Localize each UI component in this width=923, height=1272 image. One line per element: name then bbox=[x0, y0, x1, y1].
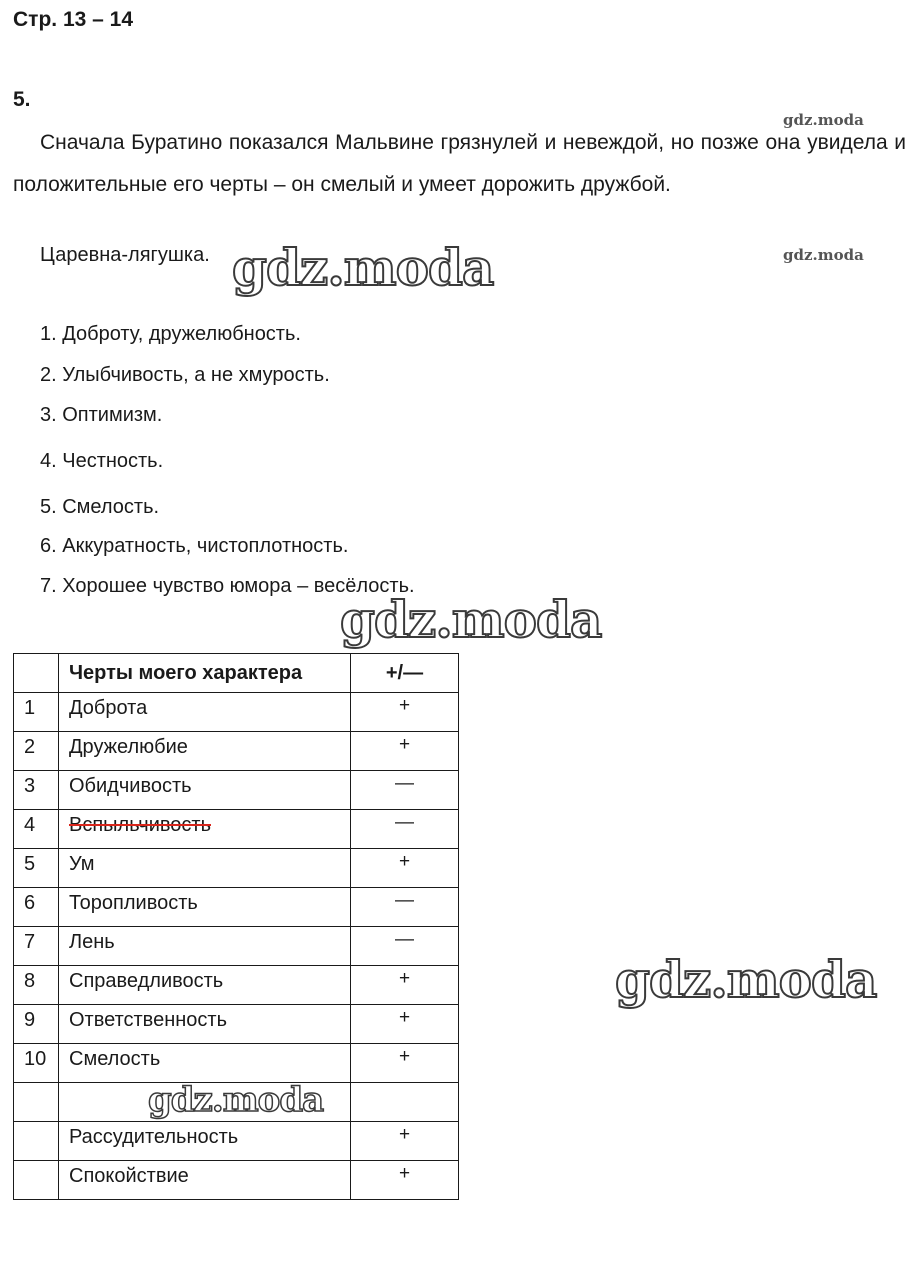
table-row bbox=[14, 1044, 459, 1083]
struck-trait-text: Вспыльчивость bbox=[69, 814, 211, 836]
header-mark: +/— bbox=[351, 654, 459, 693]
row-mark: + bbox=[351, 966, 459, 1005]
row-mark: + bbox=[351, 1122, 459, 1161]
list-item: 5. Смелость. bbox=[40, 496, 160, 518]
row-trait: Лень bbox=[59, 927, 351, 966]
watermark-logo: gdz.moda bbox=[615, 950, 877, 1009]
row-number: 1 bbox=[14, 693, 59, 732]
row-trait: Ум bbox=[59, 849, 351, 888]
watermark-small: gdz.moda bbox=[783, 246, 864, 264]
table-header-row bbox=[14, 654, 459, 693]
row-mark: — bbox=[351, 888, 459, 927]
row-trait: Обидчивость bbox=[59, 771, 351, 810]
row-trait: Дружелюбие bbox=[59, 732, 351, 771]
row-number bbox=[14, 1083, 59, 1122]
row-mark: — bbox=[351, 771, 459, 810]
row-trait: Рассудительность bbox=[59, 1122, 351, 1161]
list-item: 1. Доброту, дружелюбность. bbox=[40, 323, 301, 345]
row-number: 6 bbox=[14, 888, 59, 927]
header-trait: Черты моего характера bbox=[59, 654, 351, 693]
watermark-logo: gdz.moda bbox=[340, 590, 602, 649]
row-mark: + bbox=[351, 1044, 459, 1083]
row-number: 4 bbox=[14, 810, 59, 849]
row-mark: + bbox=[351, 849, 459, 888]
row-mark: — bbox=[351, 810, 459, 849]
table-row bbox=[14, 771, 459, 810]
row-mark bbox=[351, 1083, 459, 1122]
list-item: 6. Аккуратность, чистоплотность. bbox=[40, 535, 349, 557]
row-number: 7 bbox=[14, 927, 59, 966]
row-mark: + bbox=[351, 693, 459, 732]
row-number bbox=[14, 1122, 59, 1161]
tale-title: Царевна-лягушка. bbox=[40, 244, 210, 266]
row-mark: + bbox=[351, 732, 459, 771]
row-number: 5 bbox=[14, 849, 59, 888]
table-row bbox=[14, 927, 459, 966]
row-number: 9 bbox=[14, 1005, 59, 1044]
list-item: 4. Честность. bbox=[40, 450, 164, 472]
row-number: 10 bbox=[14, 1044, 59, 1083]
row-mark: + bbox=[351, 1161, 459, 1200]
table-row bbox=[14, 693, 459, 732]
row-number: 8 bbox=[14, 966, 59, 1005]
row-trait: Спокойствие bbox=[59, 1161, 351, 1200]
row-mark: + bbox=[351, 1005, 459, 1044]
table-row bbox=[14, 849, 459, 888]
table-row bbox=[14, 1005, 459, 1044]
table-row bbox=[14, 1161, 459, 1200]
row-trait: Доброта bbox=[59, 693, 351, 732]
table-row bbox=[14, 966, 459, 1005]
table-row bbox=[14, 888, 459, 927]
row-mark: — bbox=[351, 927, 459, 966]
table-row bbox=[14, 1122, 459, 1161]
watermark-small: gdz.moda bbox=[783, 111, 864, 129]
header-num bbox=[14, 654, 59, 693]
row-trait: Справедливость bbox=[59, 966, 351, 1005]
list-item: 2. Улыбчивость, а не хмурость. bbox=[40, 364, 330, 386]
table-row bbox=[14, 810, 459, 849]
list-item: 3. Оптимизм. bbox=[40, 404, 163, 426]
answer-paragraph: Сначала Буратино показался Мальвине грязнулей и невеждой, но позже она увидела и положительные его черты – он смелый и умеет дорожить дружбой. bbox=[13, 131, 906, 196]
list-item: 7. Хорошее чувство юмора – весёлость. bbox=[40, 575, 415, 597]
row-trait: Смелость bbox=[59, 1044, 351, 1083]
row-number bbox=[14, 1161, 59, 1200]
row-trait: Ответственность bbox=[59, 1005, 351, 1044]
task-number: 5. bbox=[13, 88, 31, 111]
row-number: 3 bbox=[14, 771, 59, 810]
row-number: 2 bbox=[14, 732, 59, 771]
table-row bbox=[14, 732, 459, 771]
page-title: Стр. 13 – 14 bbox=[13, 8, 134, 31]
watermark-logo: gdz.moda bbox=[232, 238, 494, 297]
watermark-logo: gdz.moda bbox=[148, 1080, 324, 1120]
row-trait bbox=[59, 810, 351, 849]
row-trait: Торопливость bbox=[59, 888, 351, 927]
